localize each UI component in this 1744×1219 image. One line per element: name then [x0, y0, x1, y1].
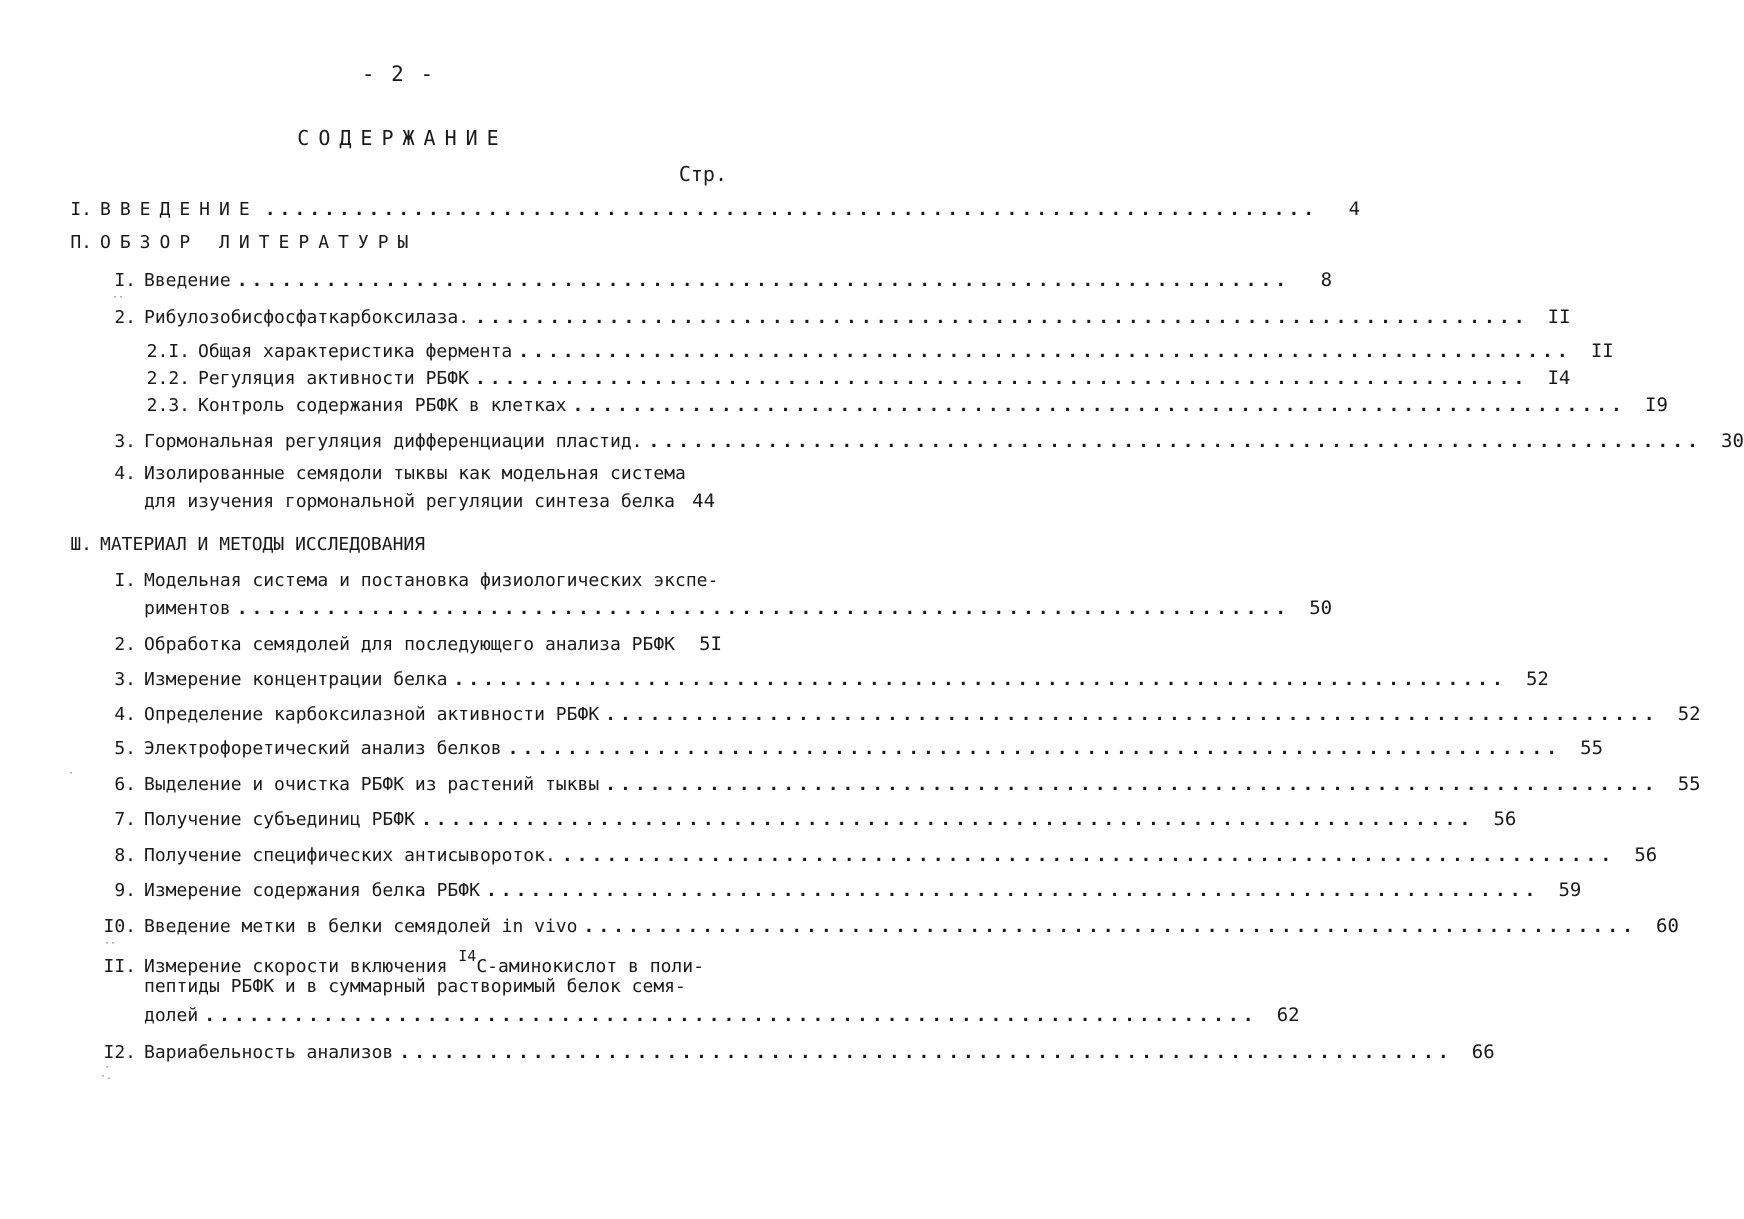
toc-entry-continuation — [144, 595, 1333, 621]
toc-entry-number: 4. — [114, 704, 136, 725]
toc-entry-continuation — [144, 1002, 1300, 1028]
toc-leader-dots: ....................................................................... — [518, 341, 1572, 362]
toc-leader-dots: ....................................................................... — [605, 774, 1659, 795]
toc-entry-title: Вариабельность анализов — [144, 1042, 394, 1063]
toc-leader-dots: ....................................................................... — [474, 368, 1529, 389]
toc-entry-page: 56 — [1634, 844, 1658, 866]
toc-entry-title-part: С-аминокислот в поли- — [476, 956, 704, 977]
toc-entry-number: 8. — [114, 845, 136, 866]
toc-entry-title-line3: долей — [144, 1005, 199, 1026]
toc-entry-page: 30 — [1721, 430, 1744, 452]
toc-entry-title: Контроль содержания РБФК в клетках — [198, 395, 567, 416]
toc-entry — [100, 631, 722, 657]
toc-entry-title: Рибулозобисфосфаткарбоксилаза. — [144, 307, 470, 328]
toc-entry-title-line2: риментов — [144, 598, 231, 619]
toc-entry-number: I. — [70, 199, 92, 220]
toc-entry-title: Выделение и очистка РБФК из растений тыквы — [144, 774, 600, 795]
toc-entry-page: I9 — [1645, 394, 1668, 416]
toc-entry-number: 9. — [114, 880, 136, 901]
toc-entry-page: 56 — [1493, 808, 1517, 830]
toc-entry-title-part: Измерение скорости включения — [144, 956, 459, 977]
toc-leader-dots: ....................................................................... — [561, 845, 1616, 866]
toc-entry — [100, 701, 1701, 727]
toc-entry — [100, 666, 1549, 692]
toc-entry-number: 4. — [114, 463, 136, 484]
page-number: - 2 - — [361, 62, 436, 86]
toc-entry — [100, 568, 730, 594]
toc-entry — [138, 338, 1614, 364]
scan-speck: · — [104, 1062, 111, 1073]
toc-entry-number: I. — [114, 270, 136, 291]
toc-entry-number: 2.I. — [146, 341, 190, 362]
scan-speck: · — [68, 768, 75, 779]
toc-entry — [100, 1039, 1495, 1065]
toc-entry-title: Получение субъединиц РБФК — [144, 809, 415, 830]
toc-entry — [100, 461, 712, 487]
toc-entry — [100, 842, 1658, 868]
toc-leader-dots: ....................................................................... — [583, 916, 1637, 937]
toc-entry — [138, 365, 1571, 391]
toc-entry-title: Измерение содержания белка РБФК — [144, 880, 480, 901]
toc-entry-title: Гормональная регуляция дифференциации пластид. — [144, 431, 643, 452]
toc-entry — [100, 771, 1701, 797]
toc-entry-page: 66 — [1471, 1041, 1495, 1063]
toc-entry-page: II — [1547, 306, 1571, 328]
toc-entry-page: II — [1590, 340, 1614, 362]
toc-entry-number: 5. — [114, 738, 136, 759]
toc-entry-page: 50 — [1309, 597, 1333, 619]
toc-entry — [100, 267, 1333, 293]
toc-entry — [100, 913, 1679, 939]
toc-entry-number: П. — [70, 232, 92, 253]
toc-entry — [138, 392, 1668, 418]
toc-entry-title-line2: пептиды РБФК и в суммарный растворимый белок семя- — [144, 976, 686, 997]
toc-entry-title: Получение специфических антисывороток. — [144, 845, 556, 866]
toc-entry-title: Введение метки в белки семядолей in vivo — [144, 916, 578, 937]
toc-entry-page: 60 — [1656, 915, 1679, 937]
toc-section-heading — [62, 532, 708, 558]
isotope-superscript: I4 — [458, 947, 477, 965]
toc-entry-page: 4 — [1348, 198, 1361, 220]
page-column-label: Стр. — [678, 162, 727, 186]
toc-entry-page: 44 — [692, 490, 716, 512]
toc-leader-dots: ....................................................................... — [648, 431, 1702, 452]
toc-entry — [100, 806, 1517, 832]
toc-entry-number: 2.2. — [146, 368, 190, 389]
toc-entry-title: Введение — [144, 270, 231, 291]
toc-entry-title: Регуляция активности РБФК — [198, 368, 469, 389]
toc-entry-number: II. — [103, 956, 136, 977]
toc-entry — [100, 947, 730, 977]
scan-speck: ·. — [100, 1071, 113, 1082]
toc-entry-title-line2: для изучения гормональной регуляции синтеза белка — [144, 491, 676, 512]
toc-entry-continuation — [144, 974, 722, 1000]
toc-entry-number: I2. — [103, 1042, 136, 1063]
toc-leader-dots: ....................................................................... — [399, 1042, 1453, 1063]
toc-entry-number: I. — [114, 570, 136, 591]
toc-entry-number: 7. — [114, 809, 136, 830]
toc-leader-dots: ....................................................................... — [485, 880, 1540, 901]
toc-entry — [100, 877, 1582, 903]
toc-entry-title: Измерение концентрации белка — [144, 669, 448, 690]
scan-speck: ·· — [112, 292, 125, 303]
toc-section-heading — [58, 230, 704, 256]
toc-entry — [66, 196, 1361, 222]
toc-entry-page: 55 — [1580, 737, 1604, 759]
toc-entry-title: Электрофоретический анализ белков — [144, 738, 502, 759]
toc-entry-title: Общая характеристика фермента — [198, 341, 513, 362]
toc-leader-dots: ....................................................................... — [475, 307, 1529, 328]
toc-entry-number: I0. — [103, 916, 136, 937]
toc-entry-title: Изолированные семядоли тыквы как модельная система — [144, 463, 686, 484]
toc-entry-page: I4 — [1547, 367, 1571, 389]
toc-leader-dots: ....................................................................... — [204, 1005, 1258, 1026]
toc-entry-page: 8 — [1320, 269, 1333, 291]
toc-leader-dots: ....................................................................... — [507, 738, 1562, 759]
toc-entry-number: 2. — [114, 634, 136, 655]
toc-entry — [100, 428, 1744, 454]
toc-entry-number: 2. — [114, 307, 136, 328]
scan-speck: ·· — [104, 938, 117, 949]
toc-entry-page: 62 — [1276, 1004, 1300, 1026]
toc-entry-page: 52 — [1677, 703, 1701, 725]
toc-entry-title: Определение карбоксилазной активности РБФК — [144, 704, 600, 725]
toc-entry-title: ВВЕДЕНИЕ — [100, 199, 259, 220]
toc-leader-dots: ....................................................................... — [572, 395, 1626, 416]
toc-entry-number: 2.3. — [146, 395, 190, 416]
toc-leader-dots: ....................................................................... — [605, 704, 1659, 725]
toc-entry-page: 59 — [1558, 879, 1582, 901]
toc-entry-number: 3. — [114, 669, 136, 690]
toc-entry-page: 5I — [699, 633, 722, 655]
page-title: СОДЕРЖАНИЕ — [297, 126, 508, 150]
toc-entry-number: Ш. — [70, 534, 92, 555]
toc-entry-page: 55 — [1677, 773, 1701, 795]
toc-entry-title: Обработка семядолей для последующего анализа РБФК — [144, 634, 676, 655]
toc-entry-continuation — [144, 488, 716, 514]
toc-entry-number: 6. — [114, 774, 136, 795]
toc-entry-title: ОБЗОР ЛИТЕРАТУРЫ — [100, 232, 418, 253]
toc-leader-dots: ....................................................................... — [453, 669, 1507, 690]
toc-entry-page: 52 — [1525, 668, 1549, 690]
toc-entry-title: Модельная система и постановка физиологических экспе- — [144, 570, 719, 591]
toc-leader-dots: ....................................................................... — [264, 199, 1319, 220]
toc-leader-dots: ....................................................................... — [420, 809, 1475, 830]
toc-leader-dots: ....................................................................... — [236, 270, 1291, 291]
toc-leader-dots: ....................................................................... — [236, 598, 1291, 619]
toc-entry — [100, 304, 1571, 330]
toc-entry — [100, 735, 1604, 761]
toc-entry-number: 3. — [114, 431, 136, 452]
toc-entry-title: МАТЕРИАЛ И МЕТОДЫ ИССЛЕДОВАНИЯ — [100, 534, 426, 555]
